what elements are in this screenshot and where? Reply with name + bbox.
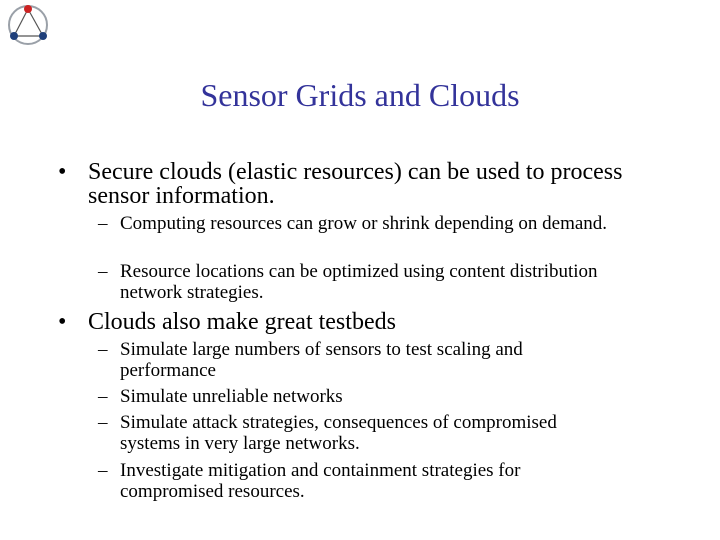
sub-bullet-item: [98, 412, 620, 454]
sub-bullet-item: [98, 386, 620, 407]
sub-bullet-marker: –: [98, 412, 108, 433]
sub-bullet-marker: –: [98, 339, 108, 360]
bullet-marker: •: [58, 309, 67, 335]
sub-bullet-item: [98, 261, 620, 303]
sub-bullet-marker: –: [98, 213, 108, 234]
bullet-marker: •: [58, 159, 67, 185]
sub-bullet-text: Computing resources can grow or shrink depending on demand.: [120, 213, 608, 234]
sub-bullet-text: Investigate mitigation and containment strategies for compromised resources.: [120, 460, 521, 502]
bullet-item: [58, 159, 668, 209]
bullet-text: Clouds also make great testbeds: [88, 309, 396, 335]
network-triangle-logo-icon: [4, 2, 54, 46]
sub-bullet-item: [98, 213, 620, 234]
sub-bullet-text: Simulate large numbers of sensors to test scaling and performance: [120, 339, 523, 381]
sub-bullet-text: Simulate unreliable networks: [120, 386, 343, 407]
sub-bullet-marker: –: [98, 460, 108, 481]
bullet-text: Secure clouds (elastic resources) can be used to process sensor information.: [88, 159, 623, 209]
sub-bullet-item: [98, 339, 620, 381]
slide-title: Sensor Grids and Clouds: [200, 77, 520, 113]
sub-bullet-text: Simulate attack strategies, consequences of compromised systems in very large networks.: [120, 412, 557, 454]
sub-bullet-marker: –: [98, 261, 108, 282]
sub-bullet-marker: –: [98, 386, 108, 407]
bullet-item: [58, 309, 668, 335]
sub-bullet-item: [98, 460, 620, 502]
sub-bullet-text: Resource locations can be optimized using content distribution network strategies.: [120, 261, 598, 303]
